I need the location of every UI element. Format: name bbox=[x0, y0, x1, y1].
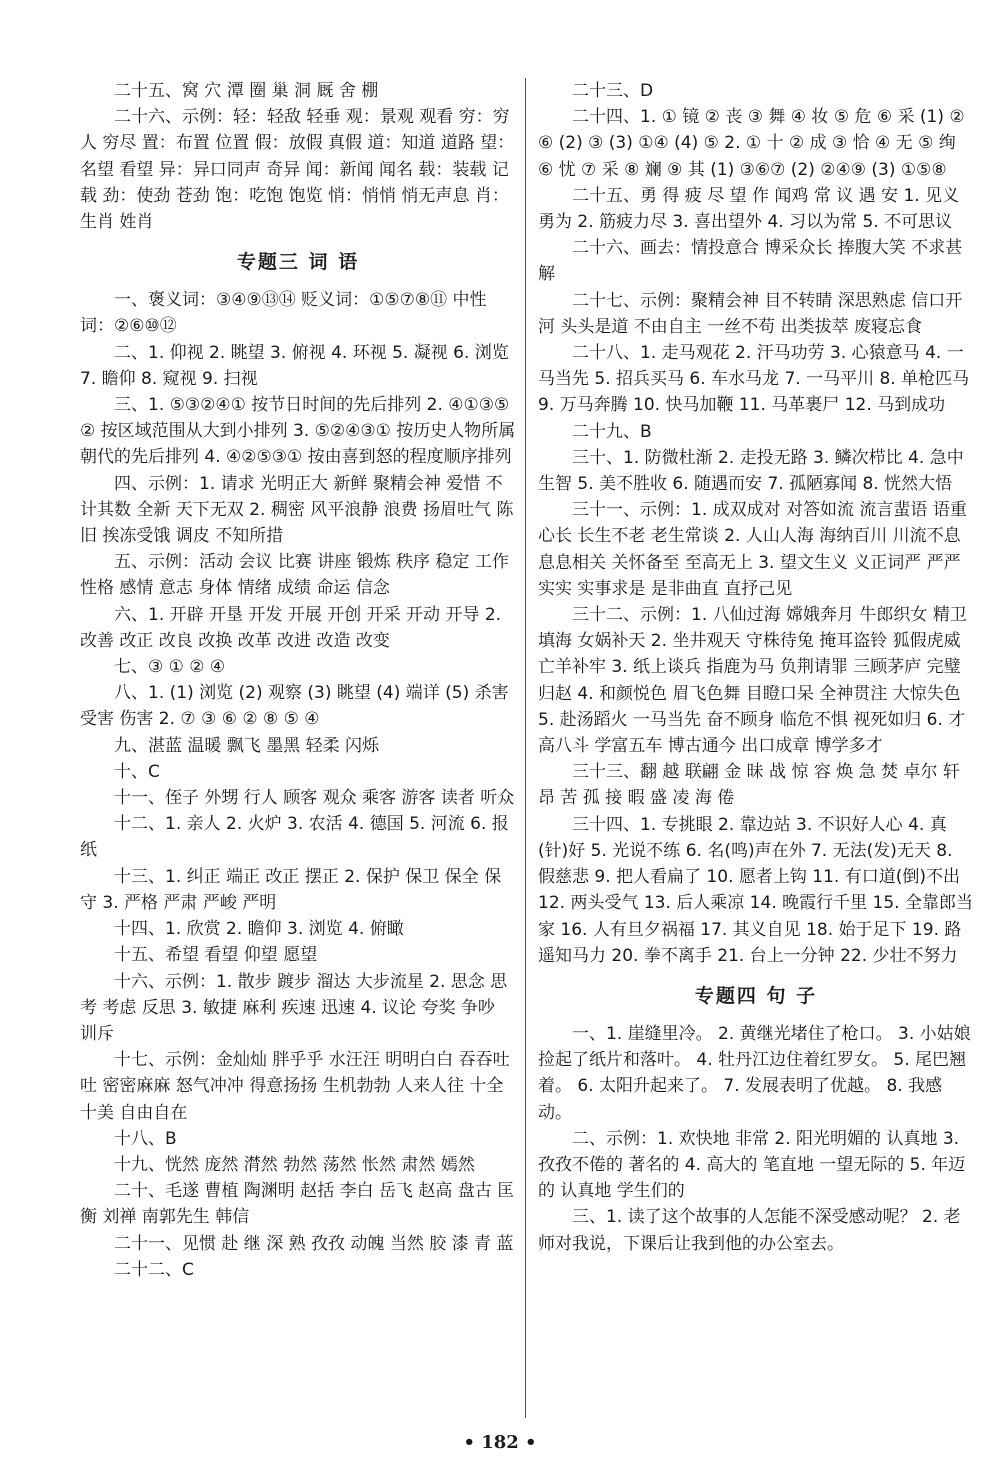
answer-paragraph: 十九、恍然 庞然 潸然 勃然 荡然 怅然 肃然 嫣然 bbox=[114, 1154, 475, 1175]
answer-paragraph: 二、示例：1. 欢快地 非常 2. 阳光明媚的 认真地 3. 孜孜不倦的 著名的 4. 高大的 笔直地 一望无际的 5. 年迈的 认真地 学生们的 bbox=[538, 1128, 966, 1202]
answer-paragraph: 五、示例：活动 会议 比赛 讲座 锻炼 秩序 稳定 工作 性格 感情 意志 身体 情绪 成绩 命运 信念 bbox=[80, 552, 509, 599]
answer-paragraph: 四、示例：1. 请求 光明正大 新鲜 聚精会神 爱惜 不计其数 全新 天下无双 2. 稠密 风平浪静 浪费 扬眉吐气 陈旧 挨冻受饿 调皮 不知所措 bbox=[80, 473, 514, 547]
answer-paragraph: 九、湛蓝 温暖 飘飞 墨黑 轻柔 闪烁 bbox=[114, 735, 380, 756]
answer-paragraph: 二十一、见惯 赴 继 深 熟 孜孜 动魄 当然 胶 漆 青 蓝 bbox=[114, 1233, 514, 1254]
answer-paragraph: 二十四、1. ① 镜 ② 丧 ③ 舞 ④ 妆 ⑤ 危 ⑥ 采 (1) ②⑥ (2) ③ (3) ①④ (4) ⑤ 2. ① 十 ② 成 ③ 恰 ④ 无 ⑤ 绚 ⑥ 忧 ⑦ 采 ⑧ 斓 ⑨ 其 (1) ③⑥⑦ (2) ②④⑨ (3) ①⑤⑧ bbox=[538, 107, 965, 180]
answer-paragraph: 二十二、C bbox=[114, 1259, 194, 1280]
answer-paragraph: 二十六、画去：情投意合 博采众长 捧腹大笑 不求甚解 bbox=[538, 238, 963, 285]
answer-paragraph: 一、1. 崖缝里冷。 2. 黄继光堵住了枪口。 3. 小姑娘捡起了纸片和落叶。 4. 牡丹江边住着红罗女。 5. 尾巴翘着。 6. 太阳升起来了。 7. 发展表明了优越。 8. 我感动。 bbox=[538, 1023, 971, 1123]
answer-paragraph: 十二、1. 亲人 2. 火炉 3. 农活 4. 德国 5. 河流 6. 报纸 bbox=[80, 814, 509, 861]
answer-paragraph: 六、1. 开辟 开垦 开发 开展 开创 开采 开动 开导 2. 改善 改正 改良 改换 改革 改进 改造 改变 bbox=[80, 604, 502, 651]
answer-paragraph: 二十八、1. 走马观花 2. 汗马功劳 3. 心猿意马 4. 一马当先 5. 招兵买马 6. 车水马龙 7. 一马平川 8. 单枪匹马 9. 万马奔腾 10. 快马加鞭 11. 马革裹尸 12. 马到成功 bbox=[538, 343, 970, 416]
answer-paragraph: 三十三、翻 越 联翩 金 昧 战 惊 容 焕 急 焚 卓尔 轩昂 苦 孤 接 暇 盛 凌 海 倦 bbox=[538, 762, 960, 809]
answer-paragraph: 三十四、1. 专挑眼 2. 靠边站 3. 不识好人心 4. 真(针)好 5. 光说不练 6. 名(鸣)声在外 7. 无法(发)无天 8. 假慈悲 9. 把人看扁了 10. 愿者上钩 11. 有口道(倒)不出 12. 两头受气 13. 后人乘凉 14. 晚霞行千里 15. 全靠郎当家 16. 人有旦夕祸福 17. 其义自见 18. 始于足下 19. 路遥知马力 20. 拳不离手 21. 台上一分钟 22. 少壮不努力 bbox=[538, 814, 973, 966]
answer-paragraph: 十八、B bbox=[114, 1128, 177, 1149]
section-heading: 专题四 句 子 bbox=[694, 984, 818, 1007]
answer-paragraph: 十六、示例：1. 散步 踱步 溜达 大步流星 2. 思念 思考 考虑 反思 3. 敏捷 麻利 疾速 迅速 4. 议论 夸奖 争吵 训斥 bbox=[80, 971, 508, 1044]
answer-paragraph: 三、1. ⑤③②④① 按节日时间的先后排列 2. ④①③⑤② 按区域范围从大到小排列 3. ⑤②④③① 按历史人物所属朝代的先后排列 4. ④②⑤③① 按由喜到怒的程度顺序排列 bbox=[80, 395, 516, 468]
left-column bbox=[80, 78, 516, 1283]
answer-paragraph: 三十二、示例：1. 八仙过海 嫦娥奔月 牛郎织女 精卫填海 女娲补天 2. 坐井观天 守株待兔 掩耳盗铃 狐假虎威 亡羊补牢 3. 纸上谈兵 指鹿为马 负荆请罪 三顾茅庐 完璧归赵 4. 和颜悦色 眉飞色舞 目瞪口呆 全神贯注 大惊失色 5. 赴汤蹈火 一马当先 奋不顾身 临危不惧 视死如归 6. 才高八斗 学富五车 博古通今 出口成章 博学多才 bbox=[538, 605, 967, 757]
answer-paragraph: 二十五、窝 穴 潭 圈 巢 洞 厩 舍 棚 bbox=[114, 81, 379, 101]
answer-paragraph: 二十五、勇 得 疲 尽 望 作 闻鸡 常 议 遇 安 1. 见义勇为 2. 筋疲力尽 3. 喜出望外 4. 习以为常 5. 不可思议 bbox=[538, 185, 960, 233]
answer-paragraph: 七、③ ① ② ④ bbox=[114, 657, 226, 678]
answer-paragraph: 二、1. 仰视 2. 眺望 3. 俯视 4. 环视 5. 凝视 6. 浏览 7. 瞻仰 8. 窥视 9. 扫视 bbox=[80, 342, 509, 389]
answer-paragraph: 二十三、D bbox=[572, 81, 654, 101]
section-heading: 专题三 词 语 bbox=[236, 251, 360, 274]
answer-paragraph: 十七、示例：金灿灿 胖乎乎 水汪汪 明明白白 吞吞吐吐 密密麻麻 怒气冲冲 得意扬扬 生机勃勃 人来人往 十全十美 自由自在 bbox=[80, 1050, 510, 1123]
answer-paragraph: 十一、侄子 外甥 行人 顾客 观众 乘客 游客 读者 听众 bbox=[114, 788, 515, 809]
right-column bbox=[538, 78, 974, 1257]
answer-paragraph: 三十一、示例：1. 成双成对 对答如流 流言蜚语 语重心长 长生不老 老生常谈 2. 人山人海 海纳百川 川流不息 息息相关 关怀备至 至高无上 3. 望文生义 义正词严 严严实实 实事求是 是非曲直 直抒己见 bbox=[538, 500, 967, 599]
answer-paragraph: 十三、1. 纠正 端正 改正 摆正 2. 保护 保卫 保全 保守 3. 严格 严肃 严峻 严明 bbox=[80, 866, 502, 913]
answer-paragraph: 二十六、示例：轻：轻敌 轻垂 观：景观 观看 穷：穷人 穷尽 置：布置 位置 假：放假 真假 道：知道 道路 望：名望 看望 异：异口同声 奇异 闻：新闻 闻名 载：装载 记载 劲：使劲 苍劲 饱：吃饱 饱览 悄：悄悄 悄无声息 肖：生肖 姓肖 bbox=[80, 107, 515, 233]
answer-paragraph: 二十七、示例：聚精会神 目不转睛 深思熟虑 信口开河 头头是道 不由自主 一丝不苟 出类拔萃 废寝忘食 bbox=[538, 290, 963, 337]
answer-paragraph: 十、C bbox=[114, 761, 160, 782]
answer-paragraph: 二十九、B bbox=[572, 421, 652, 442]
page-number: • 182 • bbox=[463, 1432, 537, 1453]
answer-paragraph: 三、1. 读了这个故事的人怎能不深受感动呢？ 2. 老师对我说，下课后让我到他的办公室去。 bbox=[538, 1207, 961, 1254]
column-divider bbox=[525, 78, 526, 1418]
answer-paragraph: 三十、1. 防微杜渐 2. 走投无路 3. 鳞次栉比 4. 急中生智 5. 美不胜收 6. 随遇而安 7. 孤陋寡闻 8. 恍然大悟 bbox=[538, 447, 964, 495]
answer-paragraph: 八、1. (1) 浏览 (2) 观察 (3) 眺望 (4) 端详 (5) 杀害 受害 伤害 2. ⑦ ③ ⑥ ② ⑧ ⑤ ④ bbox=[80, 683, 509, 730]
answer-paragraph: 十五、希望 看望 仰望 愿望 bbox=[114, 945, 318, 966]
answer-paragraph: 一、褒义词：③④⑨⑬⑭ 贬义词：①⑤⑦⑧⑪ 中性词：②⑥⑩⑫ bbox=[80, 290, 487, 337]
answer-paragraph: 十四、1. 欣赏 2. 瞻仰 3. 浏览 4. 俯瞰 bbox=[114, 919, 404, 940]
answer-paragraph: 二十、毛遂 曹植 陶渊明 赵括 李白 岳飞 赵高 盘古 匡衡 刘禅 南郭先生 韩信 bbox=[80, 1181, 515, 1228]
